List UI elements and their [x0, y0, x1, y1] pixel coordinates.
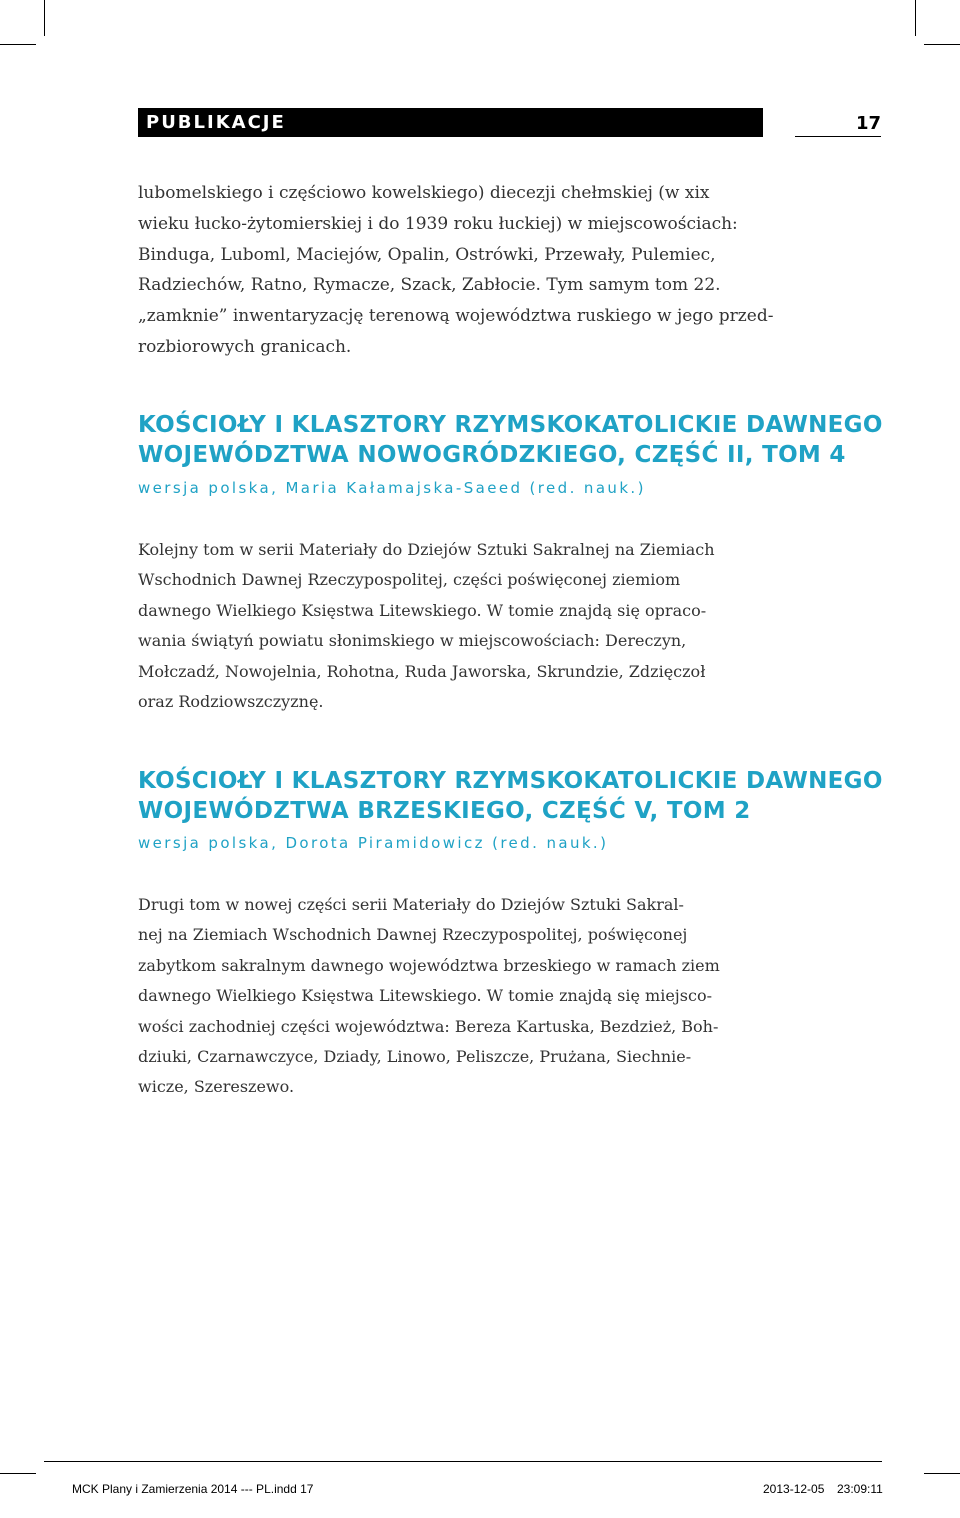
paragraph-line: wania świątyń powiatu słonimskiego w miejscowościach: Dereczyn,	[138, 631, 687, 651]
footer-filename: MCK Plany i Zamierzenia 2014 --- PL.indd 17	[72, 1482, 314, 1496]
title-line: KOŚCIOŁY I KLASZTORY RZYMSKOKATOLICKIE DAWNEGO	[138, 768, 883, 794]
crop-mark	[924, 1473, 960, 1474]
paragraph-line: zabytkom sakralnym dawnego województwa brzeskiego w ramach ziem	[138, 955, 720, 975]
publication-subtitle: wersja polska, Dorota Piramidowicz (red. nauk.)	[138, 834, 609, 852]
paragraph-line: dawnego Wielkiego Księstwa Litewskiego. W tomie znajdą się miejsco-	[138, 986, 712, 1006]
paragraph-line: oraz Rodziowszczyznę.	[138, 692, 324, 712]
paragraph-line: wieku łucko-żytomierskiej i do 1939 roku łuckiej) w miejscowościach:	[138, 213, 738, 234]
paragraph-line: Radziechów, Ratno, Rymacze, Szack, Zabłocie. Tym samym tom 22.	[138, 275, 721, 296]
title-line: WOJEWÓDZTWA NOWOGRÓDZKIEGO, CZĘŚĆ II, TOM 4	[138, 442, 846, 468]
publication-title	[138, 410, 883, 470]
paragraph-line: wicze, Szereszewo.	[138, 1077, 295, 1097]
crop-mark	[0, 1473, 36, 1474]
paragraph-line: Binduga, Luboml, Maciejów, Opalin, Ostrówki, Przewały, Pulemiec,	[138, 244, 716, 265]
paragraph-line: Kolejny tom w serii Materiały do Dziejów Sztuki Sakralnej na Ziemiach	[138, 540, 715, 559]
publication-description	[138, 890, 763, 1103]
paragraph-line: wości zachodniej części województwa: Bereza Kartuska, Bezdzież, Boh-	[138, 1016, 719, 1036]
crop-mark	[924, 44, 960, 45]
section-header-bar	[138, 108, 763, 137]
title-line: KOŚCIOŁY I KLASZTORY RZYMSKOKATOLICKIE DAWNEGO	[138, 412, 883, 438]
footer-rule	[44, 1461, 882, 1462]
footer-date: 2013-12-05	[763, 1482, 825, 1496]
footer-time: 23:09:11	[837, 1482, 883, 1496]
publication-subtitle: wersja polska, Maria Kałamajska-Saeed (red. nauk.)	[138, 479, 646, 497]
paragraph-line: dziuki, Czarnawczyce, Dziady, Linowo, Peliszcze, Prużana, Siechnie-	[138, 1047, 692, 1067]
crop-mark	[0, 44, 36, 45]
paragraph-line: Drugi tom w nowej części serii Materiały do Dziejów Sztuki Sakral-	[138, 895, 684, 914]
intro-paragraph	[138, 178, 774, 363]
paragraph-line: Mołczadź, Nowojelnia, Rohotna, Ruda Jaworska, Skrundzie, Zdzięczoł	[138, 661, 706, 681]
paragraph-line: nej na Ziemiach Wschodnich Dawnej Rzeczypospolitej, poświęconej	[138, 925, 688, 945]
page-number: 17	[855, 113, 881, 134]
paragraph-line: rozbiorowych granicach.	[138, 336, 352, 357]
paragraph-line: „zamknie” inwentaryzację terenową województwa ruskiego w jego przed-	[138, 306, 774, 327]
crop-mark	[44, 0, 45, 36]
paragraph-line: Wschodnich Dawnej Rzeczypospolitej, części poświęconej ziemiom	[138, 570, 681, 590]
paragraph-line: lubomelskiego i częściowo kowelskiego) diecezji chełmskiej (w xix	[138, 183, 710, 203]
publication-title	[138, 766, 883, 826]
crop-mark	[915, 0, 916, 36]
publication-description	[138, 535, 763, 717]
title-line: WOJEWÓDZTWA BRZESKIEGO, CZĘŚĆ V, TOM 2	[138, 798, 751, 824]
paragraph-line: dawnego Wielkiego Księstwa Litewskiego. W tomie znajdą się opraco-	[138, 600, 707, 620]
section-label: PUBLIKACJE	[146, 112, 286, 133]
page-number-rule	[795, 136, 881, 137]
